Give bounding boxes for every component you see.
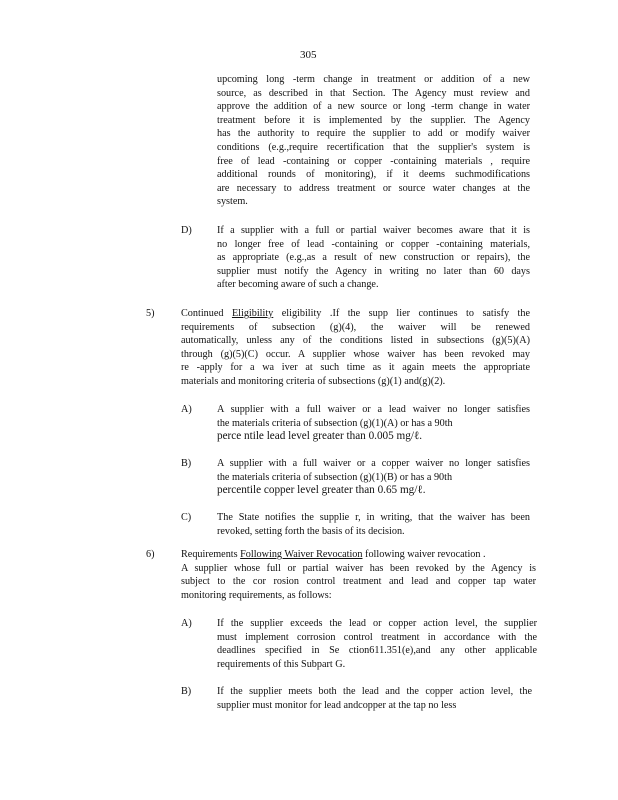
text-line: no longer free of lead -containing or copper -containing materials, <box>217 238 530 250</box>
text-line: supplier must monitor for lead andcopper at the tap no less <box>217 699 457 711</box>
paragraph-6a <box>217 617 537 671</box>
underlined-heading: Following Waiver Revocation <box>240 549 363 560</box>
text-line: has the authority to require the supplier to add or modify waiver <box>217 128 530 140</box>
text-line <box>181 548 536 562</box>
text-line: revoked, setting forth the basis of its decision. <box>217 525 405 537</box>
page-number: 305 <box>300 49 317 61</box>
text-line: If the supplier exceeds the lead or copper action level, the supplier <box>217 618 537 629</box>
text-line: upcoming long -term change in treatment or addition of a new <box>217 74 530 85</box>
text-line: approve the addition of a new source or long -term change in water <box>217 101 530 113</box>
item-marker-5: 5) <box>146 308 155 319</box>
paragraph-d <box>217 224 530 292</box>
text-line: If a supplier with a full or partial waiver becomes aware that it is <box>217 225 530 236</box>
text-line: materials and monitoring criteria of subsections (g)(1) and(g)(2). <box>181 375 446 387</box>
item-marker-6: 6) <box>146 549 155 560</box>
text-line: additional rounds of monitoring), if it deems suchmodifications <box>217 169 530 181</box>
paragraph-5 <box>181 307 530 389</box>
item-marker-5c: C) <box>181 512 192 523</box>
text-line: system. <box>217 196 248 208</box>
item-marker-6b: B) <box>181 686 192 697</box>
paragraph-5b <box>217 457 530 498</box>
text-line: A supplier with a full waiver or a lead waiver no longer satisfies <box>217 404 530 415</box>
text-line: re -apply for a wa iver at such time as it again meets the appropriate <box>181 362 530 374</box>
text-line: the materials criteria of subsection (g)(1)(A) or has a 90th <box>217 417 453 429</box>
text-line: requirements of this Subpart G. <box>217 658 346 670</box>
text-line: A supplier whose full or partial waiver has been revoked by the Agency is <box>181 562 536 574</box>
item-marker-6a: A) <box>181 618 192 629</box>
paragraph-5a <box>217 403 530 444</box>
text-fragment: eligibility .If the supp lier continues to satisfy the <box>273 308 530 319</box>
text-line: source, as described in that Section. The Agency must review and <box>217 87 530 99</box>
text-line <box>181 307 530 321</box>
text-line: automatically, unless any of the conditions listed in subsections (g)(5)(A) <box>181 335 530 347</box>
continuation-paragraph <box>217 73 530 209</box>
text-line: A supplier with a full waiver or a copper waiver no longer satisfies <box>217 458 530 469</box>
heading-text: Requirements <box>181 549 241 560</box>
item-marker-5b: B) <box>181 458 192 469</box>
text-line: are necessary to address treatment or source water changes at the <box>217 182 530 194</box>
text-line: supplier must notify the Agency in writing no later than 60 days <box>217 265 530 277</box>
item-marker-5a: A) <box>181 404 192 415</box>
text-line: must implement corrosion control treatment in accordance with the <box>217 631 537 643</box>
heading-text: Continued <box>181 308 232 319</box>
text-line: requirements of subsection (g)(4), the waiver will be renewed <box>181 321 530 333</box>
text-line: through (g)(5)(C) occur. A supplier whose waiver has been revoked may <box>181 348 530 360</box>
text-line: If the supplier meets both the lead and the copper action level, the <box>217 686 532 697</box>
text-line: deadlines specified in Se ction611.351(e),and any other applicable <box>217 645 537 657</box>
text-line: The State notifies the supplie r, in writing, that the waiver has been <box>217 512 530 523</box>
paragraph-5c <box>217 511 530 538</box>
underlined-heading: Eligibility <box>231 308 274 319</box>
text-line: subject to the cor rosion control treatment and lead and copper tap water <box>181 576 536 588</box>
text-fragment: following waiver revocation . <box>362 549 486 560</box>
item-marker-d: D) <box>181 225 192 236</box>
paragraph-6b <box>217 685 532 712</box>
text-line: the materials criteria of subsection (g)(1)(B) or has a 90th <box>217 471 453 483</box>
text-line: treatment before it is implemented by the supplier. The Agency <box>217 114 530 126</box>
paragraph-6 <box>181 548 536 602</box>
text-line: conditions (e.g.,require recertification that the supplier's system is <box>217 141 530 153</box>
text-line: perce ntile lead level greater than 0.005 mg/ℓ. <box>217 430 423 443</box>
text-line: monitoring requirements, as follows: <box>181 589 332 601</box>
text-line: percentile copper level greater than 0.65 mg/ℓ. <box>217 484 426 497</box>
text-line: after becoming aware of such a change. <box>217 279 379 291</box>
text-line: free of lead -containing or copper -containing materials , require <box>217 155 530 167</box>
text-line: as appropriate (e.g.,as a result of new construction or repairs), the <box>217 252 530 264</box>
